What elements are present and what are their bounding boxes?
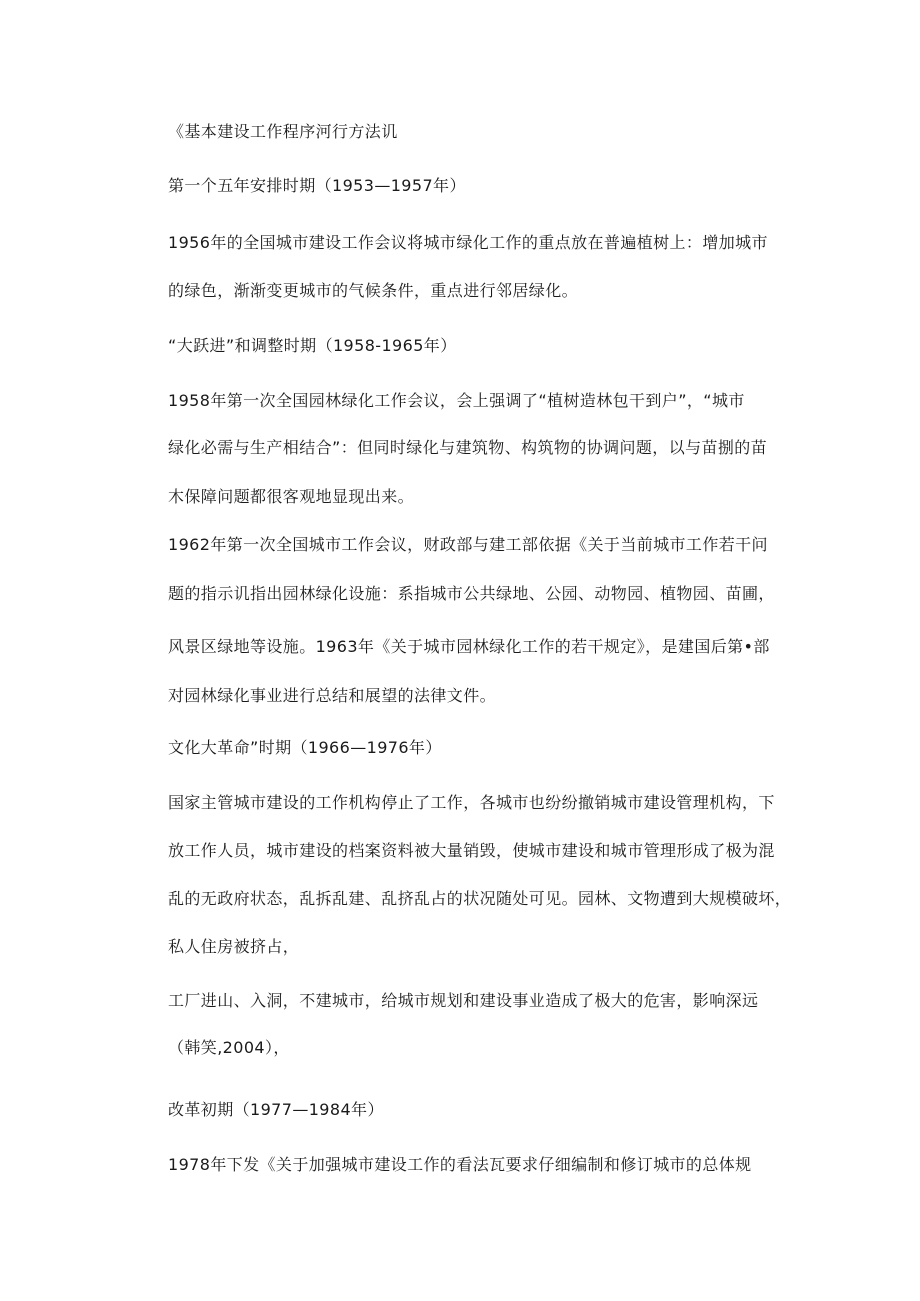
text-line: 第一个五年安排时期（1953—1957年）	[168, 176, 466, 195]
text-line: 的绿色，渐渐变更城市的气候条件，重点进行邻居绿化。	[168, 281, 579, 300]
text-line: 乱的无政府状态，乱拆乱建、乱挤乱占的状况随处可见。园林、文物遭到大规模破坏，	[168, 889, 792, 908]
text-line: 私人住房被挤占，	[168, 937, 300, 956]
text-line: 1978年下发《关于加强城市建设工作的看法瓦要求仔细编制和修订城市的总体规	[168, 1155, 752, 1174]
text-line: 题的指示讥指出园林绿化设施：系指城市公共绿地、公园、动物园、植物园、苗圃，	[168, 584, 775, 603]
text-line: 工厂进山、入洞，不建城市，给城市规划和建设事业造成了极大的危害，影响深远	[168, 991, 759, 1010]
text-line: 放工作人员，城市建设的档案资料被大量销毁，使城市建设和城市管理形成了极为混	[168, 841, 775, 860]
text-line: 改革初期（1977—1984年）	[168, 1100, 384, 1119]
text-line: 1958年第一次全国园林绿化工作会议，会上强调了“植树造林包干到户”，“城市	[168, 391, 745, 410]
text-line: 1962年第一次全国城市工作会议，财政部与建工部依据《关于当前城市工作若干问	[168, 535, 768, 554]
text-line: 木保障问题都很客观地显现出来。	[168, 487, 415, 506]
text-line: 风景区绿地等设施。1963年《关于城市园林绿化工作的若干规定》，是建国后第•部	[168, 637, 770, 656]
text-line: 绿化必需与生产相结合”：但同时绿化与建筑物、构筑物的协调问题，以与苗捌的苗	[168, 438, 768, 457]
text-line: 对园林绿化事业进行总结和展望的法律文件。	[168, 686, 497, 705]
text-line: “大跃进”和调整时期（1958-1965年）	[168, 336, 457, 355]
text-line: 1956年的全国城市建设工作会议将城市绿化工作的重点放在普遍植树上：增加城市	[168, 233, 768, 252]
text-line: 《基本建设工作程序河行方法讥	[168, 122, 398, 141]
text-line: 文化大革命”时期（1966—1976年）	[168, 738, 442, 757]
text-line: （韩笑,2004），	[168, 1038, 290, 1057]
text-line: 国家主管城市建设的工作机构停止了工作，各城市也纷纷撤销城市建设管理机构，下	[168, 793, 775, 812]
